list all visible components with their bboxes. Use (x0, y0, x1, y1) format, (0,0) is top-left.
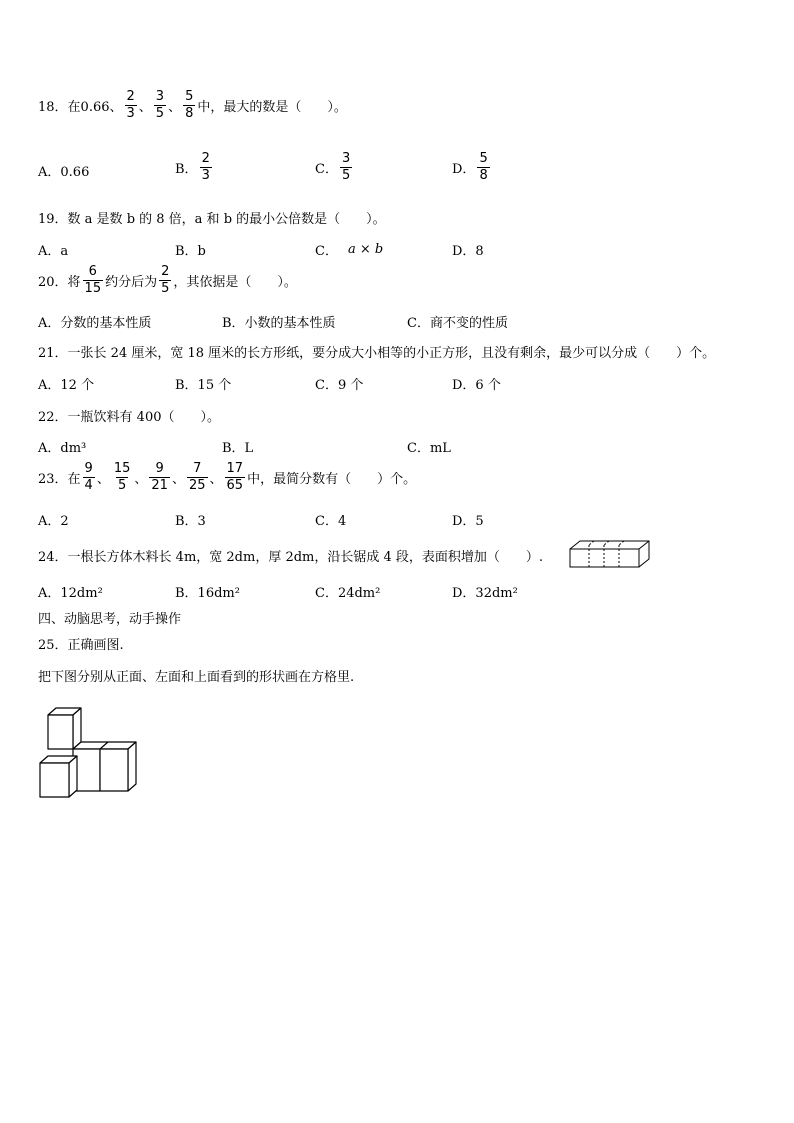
q23-option-a[interactable]: A．2 (38, 514, 69, 529)
q23-frac-3: $\frac{9}{21}$ (151, 461, 168, 493)
q21-option-d[interactable]: D．6 个 (452, 378, 501, 393)
q23-option-c[interactable]: C．4 (315, 514, 347, 529)
q25-instruction: 把下图分别从正面、左面和上面看到的形状画在方格里. (38, 670, 355, 685)
q23-pre: 23．在 (38, 472, 81, 487)
q24-option-a[interactable]: A．12dm² (38, 586, 103, 601)
q23-option-b[interactable]: B．3 (175, 514, 206, 529)
q18-option-c[interactable]: C． $\frac{3}{5}$ (315, 151, 351, 183)
q20-pre: 20．将 (38, 275, 81, 290)
q23-sep: 、 (209, 472, 223, 487)
q18-option-a[interactable]: A．0.66 (38, 165, 90, 180)
q20-option-b[interactable]: B．小数的基本性质 (222, 316, 336, 331)
q24-stem: 24．一根长方体木料长 4m，宽 2dm，厚 2dm，沿长锯成 4 段，表面积增加（ ）. (38, 550, 544, 565)
q19-option-b[interactable]: B．b (175, 244, 206, 259)
q24-option-d[interactable]: D．32dm² (452, 586, 518, 601)
q25-title: 25．正确画图. (38, 638, 124, 653)
q23-frac-2: $\frac{15}{5}$ (113, 461, 131, 493)
q18-sep: 、 (138, 100, 152, 115)
q24-option-c[interactable]: C．24dm² (315, 586, 381, 601)
q18-frac-2: $\frac{3}{5}$ (155, 89, 165, 121)
q21-option-b[interactable]: B．15 个 (175, 378, 232, 393)
q20-post: ，其依据是（ ）。 (173, 275, 297, 290)
q20-option-a[interactable]: A．分数的基本性质 (38, 316, 152, 331)
wood-block-figure (569, 539, 651, 570)
q19-option-a[interactable]: A．a (38, 244, 69, 259)
q18-pre: 在0.66、 (67, 100, 123, 115)
q23-frac-1: $\frac{9}{4}$ (84, 461, 93, 493)
q19-stem: 19．数 a 是数 b 的 8 倍，a 和 b 的最小公倍数是（ ）。 (38, 212, 386, 227)
q18-option-d[interactable]: D． $\frac{5}{8}$ (452, 151, 488, 183)
q20-option-c[interactable]: C．商不变的性质 (407, 316, 508, 331)
q23-frac-4: $\frac{7}{25}$ (188, 461, 206, 493)
q18-option-c-frac: $\frac{3}{5}$ (341, 151, 351, 183)
q18-frac-1: $\frac{2}{3}$ (126, 89, 135, 121)
q22-option-c[interactable]: C．mL (407, 441, 451, 456)
q23-post: 中，最简分数有（ ）个。 (247, 472, 417, 487)
q18-option-b[interactable]: B． $\frac{2}{3}$ (175, 151, 210, 183)
q22-option-a[interactable]: A．dm³ (38, 441, 87, 456)
q21-option-a[interactable]: A．12 个 (38, 378, 95, 393)
q19-option-c-expr: a × b (347, 242, 384, 257)
q23-sep: 、 (96, 472, 110, 487)
q23-frac-5: $\frac{17}{65}$ (226, 461, 244, 493)
q23-stem (38, 462, 416, 493)
q18-option-b-frac: $\frac{2}{3}$ (201, 151, 210, 183)
q18-stem (38, 90, 347, 121)
q19-option-c[interactable]: C． a × b (315, 242, 384, 259)
q22-stem: 22．一瓶饮料有 400（ ）。 (38, 410, 220, 425)
cube-stack-figure (38, 705, 138, 800)
q20-frac-2: $\frac{2}{5}$ (161, 264, 170, 296)
q20-frac-1: $\frac{6}{15}$ (84, 264, 102, 296)
q18-number: 18． (38, 100, 68, 115)
q18-option-d-frac: $\frac{5}{8}$ (479, 151, 488, 183)
section-heading: 四、动脑思考，动手操作 (38, 612, 182, 627)
q20-stem (38, 265, 297, 296)
q19-option-d[interactable]: D．8 (452, 244, 484, 259)
q21-option-c[interactable]: C．9 个 (315, 378, 364, 393)
q18-post: 中，最大的数是（ ）。 (197, 100, 347, 115)
q18-sep: 、 (168, 100, 182, 115)
q24-option-b[interactable]: B．16dm² (175, 586, 240, 601)
q20-mid: 约分后为 (105, 275, 158, 290)
q23-sep: 、 (134, 472, 148, 487)
q23-option-d[interactable]: D．5 (452, 514, 484, 529)
q22-option-b[interactable]: B．L (222, 441, 254, 456)
q18-frac-3: $\frac{5}{8}$ (185, 89, 194, 121)
q21-stem: 21．一张长 24 厘米，宽 18 厘米的长方形纸，要分成大小相等的小正方形，且没有剩余，最少可以分成（ ）个。 (38, 346, 716, 361)
q23-sep: 、 (171, 472, 185, 487)
